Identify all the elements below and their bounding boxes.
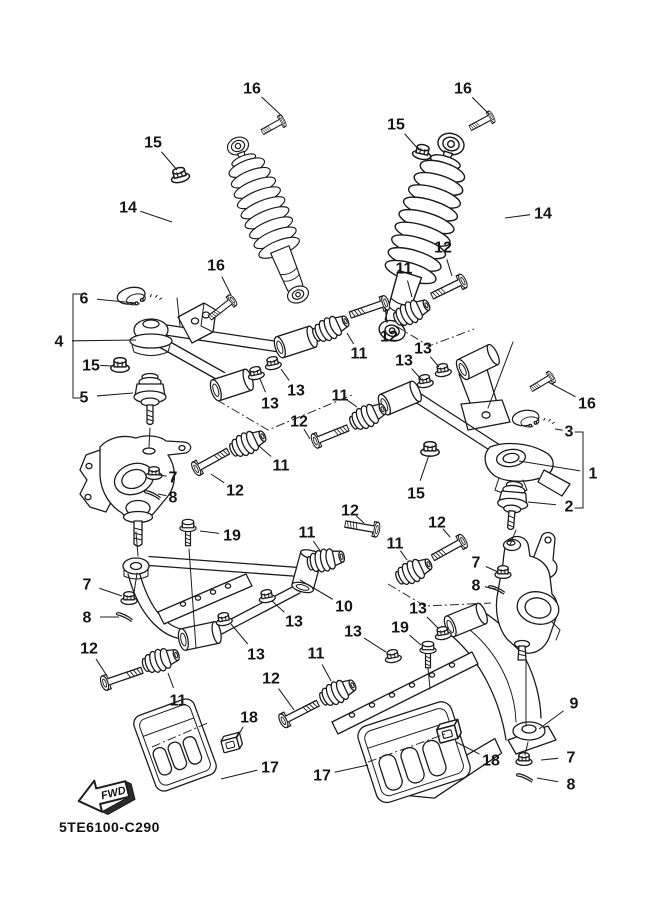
leader-line [348, 400, 357, 407]
leader-line [304, 429, 310, 439]
chain-line [396, 326, 474, 346]
bushing [140, 644, 182, 677]
ball-joint-lower [495, 480, 529, 530]
bolt-16 [259, 114, 287, 137]
leader-line [231, 624, 248, 644]
leader-line [100, 365, 112, 366]
leader-line [409, 635, 421, 645]
callout-11: 11 [272, 457, 290, 475]
callout-13: 13 [285, 613, 303, 631]
callout-15: 15 [387, 116, 405, 134]
bolt-16 [467, 110, 496, 134]
callout-15: 15 [144, 134, 162, 152]
nut-15 [421, 442, 439, 457]
callout-11: 11 [307, 645, 325, 663]
bushing [305, 545, 346, 575]
leader-line [548, 382, 576, 397]
group-bracket [73, 294, 81, 398]
callout-12: 12 [80, 640, 98, 658]
nut-13 [215, 611, 233, 626]
lower-arm-left [123, 548, 323, 651]
leader-line [486, 567, 498, 573]
callout-8: 8 [82, 609, 92, 627]
nut-13 [384, 648, 402, 663]
leader-line [347, 333, 354, 344]
callout-3: 3 [564, 423, 574, 441]
leader-line [211, 474, 224, 483]
leader-line [200, 531, 219, 533]
leader-line [261, 97, 283, 117]
callout-16: 16 [578, 395, 596, 413]
circlip-lower [511, 407, 554, 430]
bolt-12 [310, 421, 351, 449]
leader-line [537, 778, 558, 782]
leader-line [222, 277, 231, 295]
callout-13: 13 [344, 623, 362, 641]
callout-12: 12 [341, 502, 359, 520]
construction-line [177, 298, 180, 326]
leader-line [281, 369, 289, 381]
leader-line [322, 664, 331, 681]
callout-13: 13 [287, 382, 305, 400]
callout-5: 5 [79, 389, 89, 407]
fwd-label: FWD [99, 784, 128, 803]
leader-line [335, 765, 368, 772]
leader-line [555, 429, 563, 430]
callout-11: 11 [169, 692, 187, 710]
leader-line [364, 638, 386, 652]
leader-line [528, 502, 556, 505]
callout-8: 8 [566, 776, 576, 794]
leader-line [539, 711, 564, 729]
callout-1: 1 [588, 465, 598, 483]
leader-line [472, 97, 489, 114]
callout-16: 16 [207, 257, 225, 275]
callout-13: 13 [395, 352, 413, 370]
callout-13: 13 [261, 395, 279, 413]
bolt-19 [180, 519, 196, 545]
leader-line [430, 357, 439, 367]
callout-13: 13 [414, 340, 432, 358]
bushing [392, 553, 435, 589]
nut-7 [146, 467, 162, 480]
callout-19: 19 [223, 527, 241, 545]
callout-10: 10 [335, 598, 353, 616]
leader-line [420, 455, 429, 481]
guard-left [131, 696, 219, 793]
steering-knuckle-right [496, 532, 561, 660]
callout-12: 12 [226, 482, 244, 500]
callout-14: 14 [119, 199, 137, 217]
callout-12: 12 [290, 413, 308, 431]
leader-line [279, 689, 294, 710]
callout-6: 6 [79, 290, 89, 308]
leader-line [96, 659, 107, 676]
leader-line [72, 340, 136, 341]
drawing-code: 5TE6100-C290 [59, 819, 160, 835]
nut-15 [169, 166, 191, 185]
leader-line [97, 393, 133, 396]
callout-2: 2 [564, 498, 574, 516]
callout-12: 12 [380, 328, 398, 346]
callout-18: 18 [482, 752, 500, 770]
callout-7: 7 [471, 554, 481, 572]
leader-line [427, 617, 438, 628]
leader-line [447, 259, 452, 276]
callout-8: 8 [168, 489, 178, 507]
leader-line [260, 379, 266, 392]
callout-16: 16 [454, 80, 472, 98]
callout-9: 9 [569, 695, 579, 713]
callout-12: 12 [434, 239, 452, 257]
callout-11: 11 [395, 260, 413, 278]
bushing [316, 674, 359, 710]
callout-4: 4 [54, 333, 64, 351]
nut-7 [121, 592, 137, 605]
fwd-arrow [75, 772, 137, 820]
leader-line [541, 758, 558, 760]
bushing [226, 425, 269, 461]
nut-7 [516, 753, 532, 766]
leader-line [221, 770, 257, 779]
callout-19: 19 [391, 619, 409, 637]
callout-17: 17 [261, 759, 279, 777]
leader-line [168, 673, 174, 688]
bolt-12 [277, 697, 321, 729]
leader-line [259, 446, 271, 457]
leader-line [97, 299, 136, 303]
bolt-12 [348, 295, 391, 322]
callout-16: 16 [243, 80, 261, 98]
leader-line [412, 369, 421, 379]
bolt-16 [528, 370, 557, 394]
bolt-19 [420, 641, 436, 667]
callout-7: 7 [82, 576, 92, 594]
cotter-pin [516, 773, 533, 782]
callout-15: 15 [407, 485, 425, 503]
nut-15 [111, 358, 129, 373]
callout-11: 11 [331, 387, 349, 405]
shock-absorber-left [213, 129, 323, 311]
callout-11: 11 [386, 535, 404, 553]
callout-11: 11 [298, 524, 316, 542]
construction-line [134, 573, 137, 593]
callout-7: 7 [566, 749, 576, 767]
callout-17: 17 [313, 767, 331, 785]
callout-12: 12 [428, 514, 446, 532]
artwork [59, 110, 570, 835]
callout-13: 13 [409, 600, 427, 618]
leader-line [99, 588, 122, 596]
bolt-12 [429, 533, 469, 564]
leader-line [161, 152, 177, 170]
clip-18 [220, 732, 243, 753]
circlip-upper [116, 282, 162, 309]
bolt-12 [99, 663, 145, 691]
callout-18: 18 [240, 709, 258, 727]
callout-13: 13 [247, 646, 265, 664]
leader-line [140, 211, 172, 222]
callout-12: 12 [262, 670, 280, 688]
nut-13 [264, 355, 282, 371]
leader-line [405, 134, 419, 150]
callout-8: 8 [471, 577, 481, 595]
callout-15: 15 [82, 357, 100, 375]
bolt-12 [190, 445, 232, 477]
callout-7: 7 [168, 469, 178, 487]
leader-line [505, 215, 530, 218]
ball-joint-upper [134, 374, 166, 425]
callout-14: 14 [534, 205, 552, 223]
bolt-12 [344, 517, 381, 538]
callout-11: 11 [350, 345, 368, 363]
